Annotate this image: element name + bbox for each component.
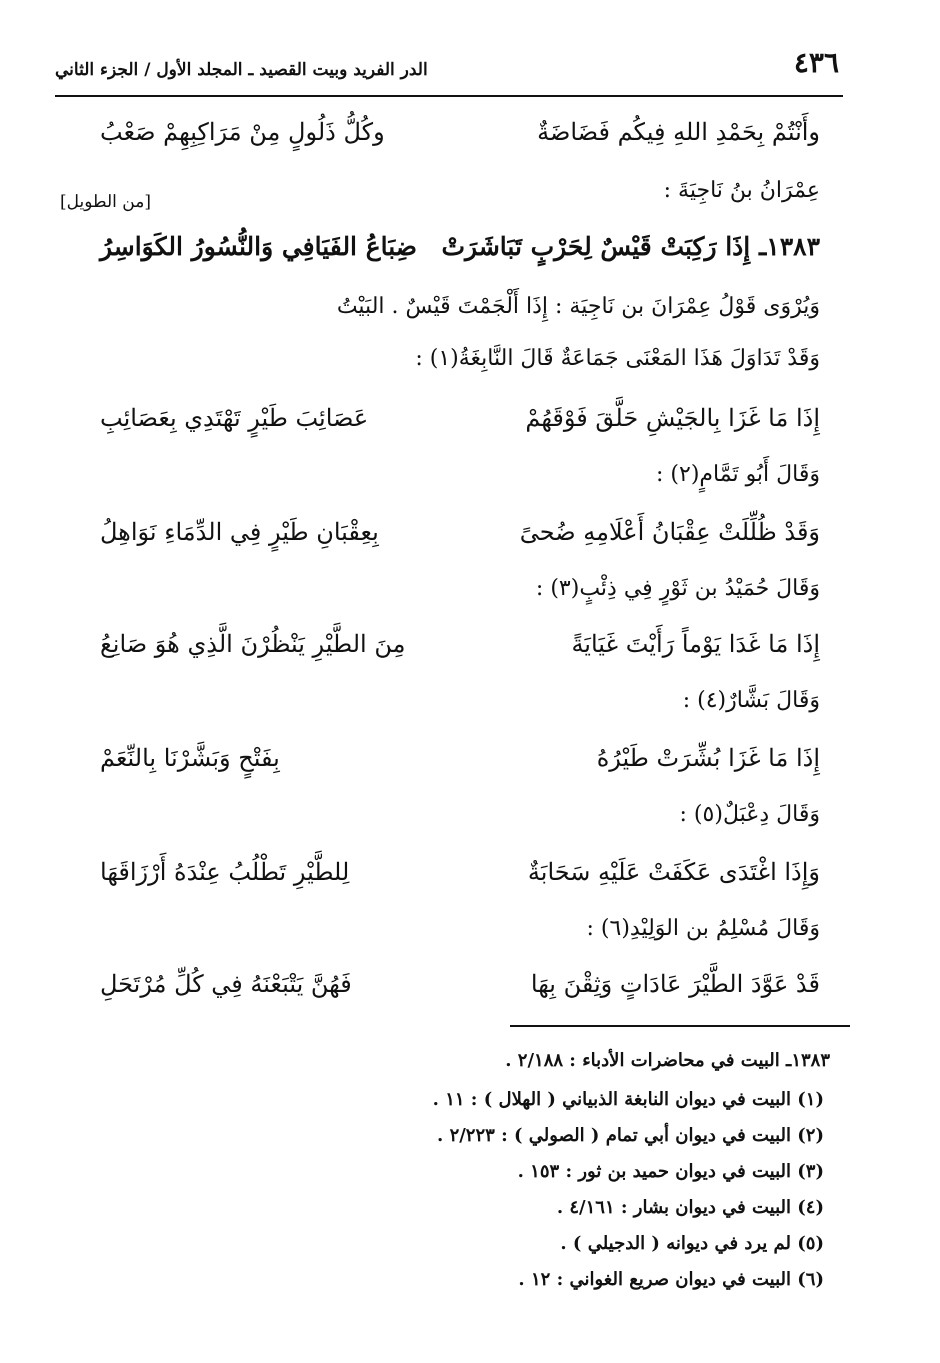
verse-second-hemistich: ضِبَاعُ الفَيَافِي وَالنُّسُورُ الكَوَاسِرُ [100,232,418,261]
verse [100,630,820,678]
verse [100,118,820,166]
footnote-divider [510,1025,850,1027]
verse-second-hemistich: لِلطَّيْرِ تَطْلُبُ عِنْدَهُ أَرْزَاقَهَا [100,858,350,886]
verse-first-hemistich: وَقَدْ ظُلِّلَتْ عِقْبَانُ أَعْلَامِهِ ضُحىً [519,518,820,546]
footnote: (٤) البيت في ديوان بشار : ٤/١٦١ . [556,1197,824,1218]
verse-first-hemistich: إِذَا مَا غَزَا بُشِّرَتْ طَيْرُهُ [596,744,820,772]
verse-second-hemistich: وكُلُّ ذَلُولٍ مِنْ مَرَاكِبِهِمْ صَعْبُ [100,118,385,146]
verse [100,404,820,452]
verse [100,858,820,906]
verse [100,970,820,1018]
poet-attribution: وَقَالَ دِعْبَلٌ(٥) : [679,802,820,827]
verse-first-hemistich: قَدْ عَوَّدَ الطَّيْرَ عَادَاتٍ وَثِقْنَ بِهَا [530,970,820,998]
footnote: (٦) البيت في ديوان صريع الغواني : ١٢ . [518,1269,824,1290]
page-number: ٤٣٦ [793,46,839,79]
poet-attribution: وَقَالَ مُسْلِمُ بن الوَلِيْدِ(٦) : [586,916,820,941]
footnote: (٥) لم يرد في ديوانه ( الدجيلي ) . [560,1233,824,1254]
verse-first-hemistich: ١٣٨٣ـ إِذَا رَكِبَتْ قَيْسٌ لِحَرْبٍ تَبَاشَرَتْ [441,232,820,261]
footnote: (٢) البيت في ديوان أبي تمام ( الصولي ) : ٢/٢٢٣ . [437,1125,824,1146]
verse-second-hemistich: بِعِقْبَانِ طَيْرٍ فِي الدِّمَاءِ نَوَاهِلُ [100,518,379,546]
prose-line: وَقَدْ تَدَاوَلَ هَذَا المَعْنَى جَمَاعَةٌ قَالَ النَّابِغَةُ(١) : [415,346,820,371]
poet-attribution: وَقَالَ بَشَّارٌ(٤) : [682,688,820,713]
poet-attribution: عِمْرَانُ بنُ نَاجِيَةَ : [663,178,820,203]
footnote: (٣) البيت في ديوان حميد بن ثور : ١٥٣ . [517,1161,824,1182]
verse-second-hemistich: مِنَ الطَّيْرِ يَنْظُرْنَ الَّذِي هُوَ صَانِعُ [100,630,406,658]
poet-attribution: وَقَالَ أَبُو تَمَّامٍ(٢) : [656,462,820,487]
verse [100,518,820,566]
verse-second-hemistich: فَهُنَّ يَتْبَعْنَهُ فِي كُلِّ مُرْتَحَلِ [100,970,352,998]
verse-first-hemistich: وأَنْتُمْ بِحَمْدِ اللهِ فِيكُم فَضَاضَةٌ [537,118,820,146]
poet-attribution: وَقَالَ حُمَيْدُ بن ثَوْرٍ فِي ذِئْبٍ(٣) : [535,576,820,601]
verse-first-hemistich: إِذَا مَا غَدَا يَوْماً رَأَيْتَ غَيَايَةً [571,630,820,658]
verse-first-hemistich: وَإِذَا اغْتَدَى عَكَفَتْ عَلَيْهِ سَحَابَةٌ [527,858,820,886]
header-divider [55,95,843,97]
running-head: الدر الفريد وبيت القصيد ـ المجلد الأول / الجزء الثاني [55,60,428,80]
meter-label: [من الطويل] [60,192,151,212]
verse-first-hemistich: إِذَا مَا غَزَا بِالجَيْشِ حَلَّقَ فَوْقَهُمْ [525,404,820,432]
page-header [55,40,843,92]
verse-numbered [100,232,820,280]
verse [100,744,820,792]
footnote: ١٣٨٣ـ البيت في محاضرات الأدباء : ٢/١٨٨ . [505,1050,830,1071]
footnote: (١) البيت في ديوان النابغة الذبياني ( الهلال ) : ١١ . [432,1089,824,1110]
verse-second-hemistich: عَصَائِبَ طَيْرٍ تَهْتَدِي بِعَصَائِبِ [100,404,369,432]
verse-second-hemistich: بِفَتْحٍ وَبَشَّرْنَا بِالنِّعَمْ [100,744,280,772]
prose-line: وَيُرْوَى قَوْلُ عِمْرَانَ بن نَاجِيَة : إِذَا أَلْجَمْتَ قَيْسٌ . البَيْتُ [336,294,820,319]
